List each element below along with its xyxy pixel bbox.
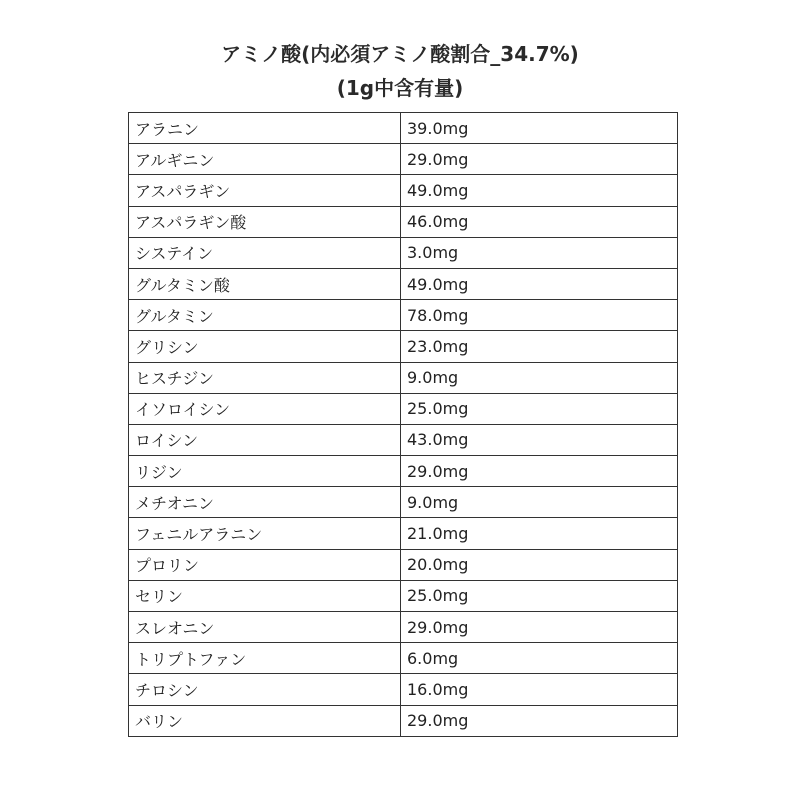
amino-acid-amount: 16.0mg — [401, 674, 678, 705]
amino-acid-name: チロシン — [129, 674, 401, 705]
amino-acid-amount: 49.0mg — [401, 268, 678, 299]
amino-acid-name: フェニルアラニン — [129, 518, 401, 549]
table-row — [129, 674, 678, 705]
table-row — [129, 393, 678, 424]
amino-acid-amount: 39.0mg — [401, 113, 678, 144]
amino-acid-name: イソロイシン — [129, 393, 401, 424]
amino-acid-amount: 20.0mg — [401, 549, 678, 580]
amino-acid-amount: 9.0mg — [401, 362, 678, 393]
table-row — [129, 206, 678, 237]
amino-acid-name: ヒスチジン — [129, 362, 401, 393]
amino-acid-name: グリシン — [129, 331, 401, 362]
amino-acid-amount: 25.0mg — [401, 393, 678, 424]
table-row — [129, 331, 678, 362]
amino-acid-name: リジン — [129, 456, 401, 487]
table-row — [129, 518, 678, 549]
amino-acid-amount: 6.0mg — [401, 643, 678, 674]
amino-acid-name: スレオニン — [129, 612, 401, 643]
table-row — [129, 113, 678, 144]
amino-acid-amount: 43.0mg — [401, 424, 678, 455]
amino-acid-amount: 21.0mg — [401, 518, 678, 549]
amino-acid-amount: 9.0mg — [401, 487, 678, 518]
table-row — [129, 144, 678, 175]
amino-acid-table — [128, 112, 678, 737]
table-subtitle: (1g中含有量) — [336, 76, 464, 100]
amino-acid-amount: 3.0mg — [401, 237, 678, 268]
amino-acid-amount: 29.0mg — [401, 612, 678, 643]
amino-acid-name: トリプトファン — [129, 643, 401, 674]
amino-acid-name: プロリン — [129, 549, 401, 580]
amino-acid-name: グルタミン — [129, 300, 401, 331]
amino-acid-amount: 29.0mg — [401, 705, 678, 736]
table-row — [129, 237, 678, 268]
amino-acid-amount: 46.0mg — [401, 206, 678, 237]
amino-acid-name: グルタミン酸 — [129, 268, 401, 299]
table-row — [129, 643, 678, 674]
amino-acid-name: アラニン — [129, 113, 401, 144]
amino-acid-amount: 78.0mg — [401, 300, 678, 331]
amino-acid-name: ロイシン — [129, 424, 401, 455]
table-title: アミノ酸(内必須アミノ酸割合_34.7%) — [221, 42, 579, 66]
amino-acid-name: アスパラギン酸 — [129, 206, 401, 237]
table-row — [129, 487, 678, 518]
amino-acid-amount: 29.0mg — [401, 144, 678, 175]
amino-acid-name: バリン — [129, 705, 401, 736]
table-row — [129, 300, 678, 331]
table-row — [129, 424, 678, 455]
amino-acid-amount: 49.0mg — [401, 175, 678, 206]
amino-acid-amount: 29.0mg — [401, 456, 678, 487]
table-row — [129, 612, 678, 643]
amino-acid-name: システイン — [129, 237, 401, 268]
table-row — [129, 549, 678, 580]
table-row — [129, 580, 678, 611]
amino-acid-name: アルギニン — [129, 144, 401, 175]
amino-acid-name: メチオニン — [129, 487, 401, 518]
table-row — [129, 268, 678, 299]
amino-acid-amount: 23.0mg — [401, 331, 678, 362]
table-row — [129, 175, 678, 206]
table-row — [129, 705, 678, 736]
table-row — [129, 362, 678, 393]
table-row — [129, 456, 678, 487]
amino-acid-name: アスパラギン — [129, 175, 401, 206]
amino-acid-table-body — [129, 113, 678, 737]
amino-acid-amount: 25.0mg — [401, 580, 678, 611]
amino-acid-name: セリン — [129, 580, 401, 611]
